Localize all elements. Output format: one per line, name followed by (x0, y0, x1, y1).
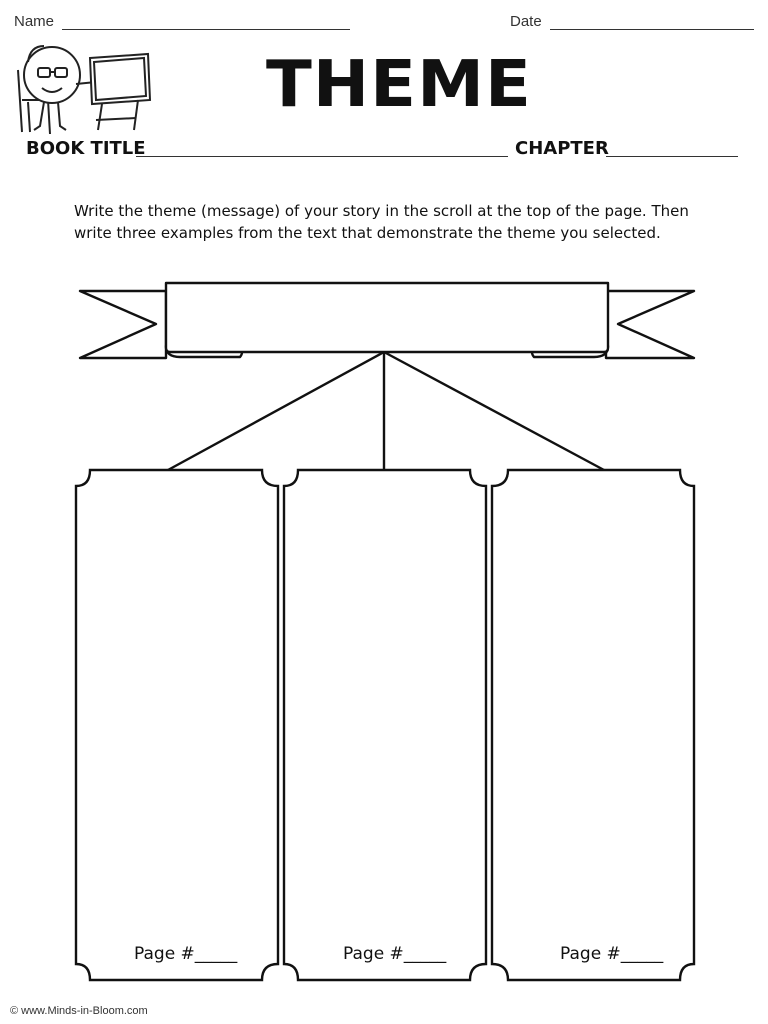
scroll-right-tail (606, 291, 694, 358)
instructions-text: Write the theme (message) of your story in the scroll at the top of the page. Then write three examples from the text that demonstrate the theme you selected. (74, 202, 689, 242)
page-title: THEME (266, 48, 533, 122)
connector-left (168, 352, 384, 470)
book-title-label: BOOK TITLE (26, 138, 146, 159)
theme-input[interactable] (172, 288, 604, 348)
page-number-label-1: Page #_____ (134, 944, 238, 964)
date-label: Date (510, 13, 542, 30)
copyright-footer: © www.Minds-in-Bloom.com (10, 1005, 148, 1017)
example-input-1[interactable] (84, 492, 274, 936)
example-input-2[interactable] (292, 492, 482, 936)
chapter-label: CHAPTER (515, 138, 609, 159)
name-label: Name (14, 13, 55, 30)
connector-right (384, 352, 604, 470)
page-number-label-3: Page #_____ (560, 944, 664, 964)
example-input-3[interactable] (500, 492, 690, 936)
page-number-label-2: Page #_____ (343, 944, 447, 964)
scroll-left-tail (80, 291, 166, 358)
